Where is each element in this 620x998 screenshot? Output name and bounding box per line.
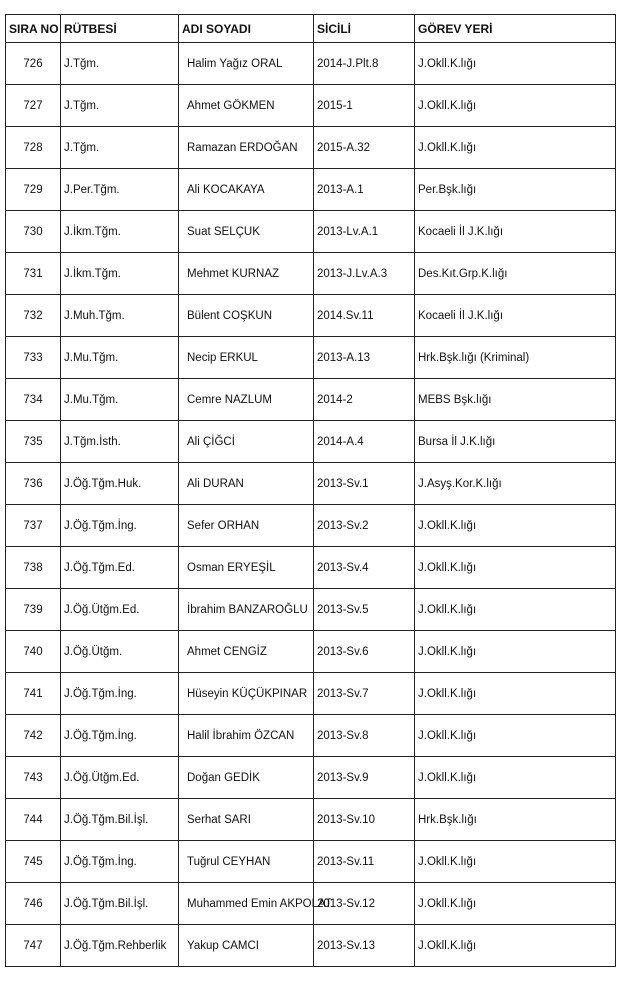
cell-gorev-yeri: J.Okll.K.lığı <box>415 505 616 547</box>
cell-sira-no: 746 <box>6 883 61 925</box>
cell-rutbe: J.Tğm. <box>61 43 179 85</box>
cell-adi-soyadi: Muhammed Emin AKPOLAT <box>179 883 314 925</box>
cell-rutbe: J.Öğ.Tğm.İng. <box>61 673 179 715</box>
table-row <box>6 211 616 253</box>
cell-sicil: 2015-A.32 <box>314 127 415 169</box>
cell-sicil: 2013-Sv.11 <box>314 841 415 883</box>
cell-gorev-yeri: J.Okll.K.lığı <box>415 715 616 757</box>
cell-rutbe: J.Per.Tğm. <box>61 169 179 211</box>
table-row <box>6 883 616 925</box>
table-row <box>6 127 616 169</box>
cell-adi-soyadi: Ahmet GÖKMEN <box>179 85 314 127</box>
table-row <box>6 85 616 127</box>
cell-gorev-yeri: J.Okll.K.lığı <box>415 757 616 799</box>
cell-rutbe: J.Mu.Tğm. <box>61 337 179 379</box>
cell-adi-soyadi: Hüseyin KÜÇÜKPINAR <box>179 673 314 715</box>
table-row <box>6 589 616 631</box>
cell-adi-soyadi: Suat SELÇUK <box>179 211 314 253</box>
cell-gorev-yeri: J.Asyş.Kor.K.lığı <box>415 463 616 505</box>
cell-rutbe: J.Öğ.Ütğm.Ed. <box>61 757 179 799</box>
table-row <box>6 421 616 463</box>
cell-sira-no: 744 <box>6 799 61 841</box>
cell-adi-soyadi: Ali DURAN <box>179 463 314 505</box>
cell-gorev-yeri: J.Okll.K.lığı <box>415 127 616 169</box>
cell-rutbe: J.Öğ.Tğm.Ed. <box>61 547 179 589</box>
cell-adi-soyadi: Yakup CAMCI <box>179 925 314 967</box>
cell-gorev-yeri: J.Okll.K.lığı <box>415 925 616 967</box>
cell-rutbe: J.Öğ.Tğm.Huk. <box>61 463 179 505</box>
cell-adi-soyadi: Ramazan ERDOĞAN <box>179 127 314 169</box>
cell-gorev-yeri: J.Okll.K.lığı <box>415 631 616 673</box>
table-row <box>6 463 616 505</box>
cell-adi-soyadi: Ali ÇİĞCİ <box>179 421 314 463</box>
table-row <box>6 757 616 799</box>
cell-adi-soyadi: Mehmet KURNAZ <box>179 253 314 295</box>
cell-adi-soyadi: Sefer ORHAN <box>179 505 314 547</box>
cell-gorev-yeri: Hrk.Bşk.lığı <box>415 799 616 841</box>
cell-rutbe: J.Öğ.Tğm.İng. <box>61 841 179 883</box>
cell-rutbe: J.İkm.Tğm. <box>61 211 179 253</box>
cell-sira-no: 727 <box>6 85 61 127</box>
cell-sira-no: 736 <box>6 463 61 505</box>
cell-sicil: 2013-Sv.4 <box>314 547 415 589</box>
cell-sicil: 2014.Sv.11 <box>314 295 415 337</box>
cell-adi-soyadi: Doğan GEDİK <box>179 757 314 799</box>
cell-sicil: 2013-Sv.7 <box>314 673 415 715</box>
cell-gorev-yeri: Des.Kıt.Grp.K.lığı <box>415 253 616 295</box>
table-row <box>6 295 616 337</box>
cell-sira-no: 745 <box>6 841 61 883</box>
cell-adi-soyadi: Cemre NAZLUM <box>179 379 314 421</box>
cell-sira-no: 742 <box>6 715 61 757</box>
cell-sicil: 2014-2 <box>314 379 415 421</box>
cell-adi-soyadi: Serhat SARI <box>179 799 314 841</box>
cell-sira-no: 729 <box>6 169 61 211</box>
table-row <box>6 799 616 841</box>
cell-gorev-yeri: Bursa İl J.K.lığı <box>415 421 616 463</box>
cell-gorev-yeri: Kocaeli İl J.K.lığı <box>415 295 616 337</box>
header-adi-soyadi: ADI SOYADI <box>179 15 314 43</box>
table-row <box>6 379 616 421</box>
cell-sira-no: 743 <box>6 757 61 799</box>
table-row <box>6 169 616 211</box>
cell-adi-soyadi: Ali KOCAKAYA <box>179 169 314 211</box>
cell-sira-no: 728 <box>6 127 61 169</box>
cell-rutbe: J.Öğ.Tğm.Bil.İşl. <box>61 799 179 841</box>
cell-sira-no: 738 <box>6 547 61 589</box>
cell-sicil: 2013-Sv.13 <box>314 925 415 967</box>
cell-adi-soyadi: Halim Yağız ORAL <box>179 43 314 85</box>
cell-gorev-yeri: J.Okll.K.lığı <box>415 85 616 127</box>
cell-sicil: 2013-Sv.6 <box>314 631 415 673</box>
table-row <box>6 547 616 589</box>
cell-rutbe: J.Tğm. <box>61 127 179 169</box>
header-rutbesi: RÜTBESİ <box>61 15 179 43</box>
cell-sicil: 2013-Sv.2 <box>314 505 415 547</box>
cell-gorev-yeri: J.Okll.K.lığı <box>415 883 616 925</box>
cell-rutbe: J.Öğ.Tğm.İng. <box>61 505 179 547</box>
table-row <box>6 43 616 85</box>
table-header-row <box>6 15 616 43</box>
cell-rutbe: J.Öğ.Tğm.Rehberlik <box>61 925 179 967</box>
cell-sicil: 2014-J.Plt.8 <box>314 43 415 85</box>
cell-sira-no: 733 <box>6 337 61 379</box>
cell-sira-no: 740 <box>6 631 61 673</box>
cell-sicil: 2013-Sv.10 <box>314 799 415 841</box>
table-row <box>6 505 616 547</box>
cell-sicil: 2015-1 <box>314 85 415 127</box>
cell-sira-no: 731 <box>6 253 61 295</box>
table-row <box>6 253 616 295</box>
cell-rutbe: J.Öğ.Ütğm. <box>61 631 179 673</box>
cell-sira-no: 735 <box>6 421 61 463</box>
cell-adi-soyadi: İbrahim BANZAROĞLU <box>179 589 314 631</box>
header-sicili: SİCİLİ <box>314 15 415 43</box>
cell-adi-soyadi: Bülent COŞKUN <box>179 295 314 337</box>
header-sira-no: SIRA NO <box>6 15 61 43</box>
cell-rutbe: J.Tğm. <box>61 85 179 127</box>
cell-gorev-yeri: MEBS Bşk.lığı <box>415 379 616 421</box>
cell-sicil: 2013-A.13 <box>314 337 415 379</box>
table-row <box>6 841 616 883</box>
cell-rutbe: J.Öğ.Tğm.Bil.İşl. <box>61 883 179 925</box>
cell-sicil: 2014-A.4 <box>314 421 415 463</box>
cell-gorev-yeri: Hrk.Bşk.lığı (Kriminal) <box>415 337 616 379</box>
cell-sicil: 2013-Sv.5 <box>314 589 415 631</box>
cell-gorev-yeri: Per.Bşk.lığı <box>415 169 616 211</box>
personnel-table <box>5 14 616 967</box>
cell-rutbe: J.İkm.Tğm. <box>61 253 179 295</box>
personnel-sheet <box>5 14 615 967</box>
cell-sira-no: 730 <box>6 211 61 253</box>
cell-sicil: 2013-Sv.1 <box>314 463 415 505</box>
cell-rutbe: J.Muh.Tğm. <box>61 295 179 337</box>
cell-adi-soyadi: Halil İbrahim ÖZCAN <box>179 715 314 757</box>
table-row <box>6 715 616 757</box>
cell-adi-soyadi: Necip ERKUL <box>179 337 314 379</box>
table-row <box>6 673 616 715</box>
table-body <box>6 43 616 967</box>
cell-sira-no: 726 <box>6 43 61 85</box>
table-row <box>6 337 616 379</box>
cell-gorev-yeri: J.Okll.K.lığı <box>415 673 616 715</box>
table-row <box>6 925 616 967</box>
cell-sicil: 2013-Sv.12 <box>314 883 415 925</box>
cell-sicil: 2013-Lv.A.1 <box>314 211 415 253</box>
cell-sicil: 2013-Sv.8 <box>314 715 415 757</box>
cell-sicil: 2013-A.1 <box>314 169 415 211</box>
table-row <box>6 631 616 673</box>
cell-gorev-yeri: J.Okll.K.lığı <box>415 841 616 883</box>
cell-sira-no: 732 <box>6 295 61 337</box>
cell-adi-soyadi: Osman ERYEŞİL <box>179 547 314 589</box>
cell-sira-no: 734 <box>6 379 61 421</box>
cell-sira-no: 741 <box>6 673 61 715</box>
cell-rutbe: J.Öğ.Tğm.İng. <box>61 715 179 757</box>
cell-adi-soyadi: Tuğrul CEYHAN <box>179 841 314 883</box>
cell-gorev-yeri: J.Okll.K.lığı <box>415 43 616 85</box>
cell-sicil: 2013-J.Lv.A.3 <box>314 253 415 295</box>
cell-adi-soyadi: Ahmet CENGİZ <box>179 631 314 673</box>
cell-rutbe: J.Tğm.İsth. <box>61 421 179 463</box>
cell-gorev-yeri: J.Okll.K.lığı <box>415 547 616 589</box>
cell-gorev-yeri: Kocaeli İl J.K.lığı <box>415 211 616 253</box>
cell-rutbe: J.Öğ.Ütğm.Ed. <box>61 589 179 631</box>
cell-sira-no: 739 <box>6 589 61 631</box>
cell-rutbe: J.Mu.Tğm. <box>61 379 179 421</box>
header-gorev-yeri: GÖREV YERİ <box>415 15 616 43</box>
cell-sira-no: 747 <box>6 925 61 967</box>
cell-sira-no: 737 <box>6 505 61 547</box>
cell-sicil: 2013-Sv.9 <box>314 757 415 799</box>
cell-gorev-yeri: J.Okll.K.lığı <box>415 589 616 631</box>
